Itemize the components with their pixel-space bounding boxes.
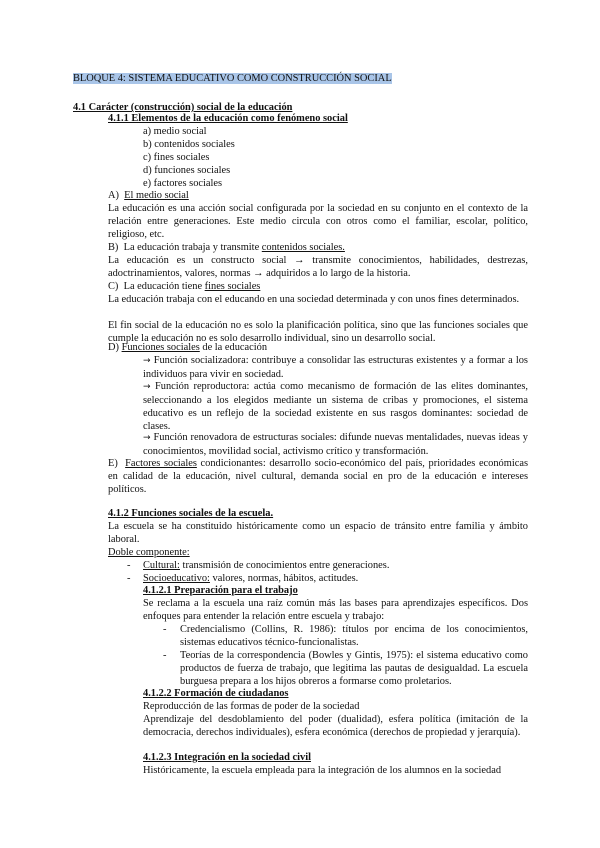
item-a-label: A) El medio social <box>108 190 189 201</box>
section-4-1-2-1-paragraph: Se reclama a la escuela una raíz común más las bases para aprendizajes específicos. Dos enfoques para entender la relación entre escuela y trabajo: <box>143 598 528 622</box>
function-item-socializadora: → Función socializadora: contribuye a consolidar las estructuras existentes y a formar a los individuos para vivir en sociedad. <box>143 355 528 380</box>
list-item: c) fines sociales <box>143 152 210 163</box>
component-cultural: Cultural: transmisión de conocimientos entre generaciones. <box>143 560 390 571</box>
section-4-1-2-2-paragraph-1: Reproducción de las formas de poder de la sociedad <box>143 701 360 712</box>
bullet-dash: - <box>127 560 131 571</box>
section-4-1-heading: 4.1 Carácter (construcción) social de la educación <box>73 102 293 113</box>
section-4-1-2-2-paragraph-2: Aprendizaje del desdoblamiento del poder (dualidad), esfera política (imitación de la democracia, derechos individuales), esfera económica (derechos de propiedad y jerarquía). <box>143 714 528 738</box>
list-item: e) factores sociales <box>143 178 223 189</box>
doble-componente-label: Doble componente: <box>108 547 190 558</box>
section-4-1-1-heading: 4.1.1 Elementos de la educación como fenómeno social <box>108 113 348 124</box>
section-4-1-2-3-heading: 4.1.2.3 Integración en la sociedad civil <box>143 752 311 763</box>
item-c-paragraph-1: La educación trabaja con el educando en una sociedad determinada y con unos fines determinados. <box>108 294 520 305</box>
item-e-paragraph: E) Factores sociales condicionantes: desarrollo socio-económico del país, prioridades económicas en calidad de la educación, nivel cultural, demanda social en pro de la educación e intereses políticos. <box>108 458 528 495</box>
function-item-renovadora: → Función renovadora de estructuras sociales: difunde nuevas mentalidades, nuevas ideas y conocimientos, movilidad social, activismo crítico y transformación. <box>143 432 528 457</box>
component-socioeducativo: Socioeducativo: valores, normas, hábitos, actitudes. <box>143 573 359 584</box>
item-b-paragraph: La educación es un constructo social → transmite conocimientos, habilidades, destrezas, adoctrinamientos, valores, normas → adquiridos a lo largo de la historia. <box>108 255 528 279</box>
item-a-paragraph: La educación es una acción social configurada por la sociedad en su conjunto en el contexto de la relación entre generaciones. Este medio circula con otros como el familiar, escolar, político, religioso, etc. <box>108 203 528 240</box>
section-4-1-2-paragraph: La escuela se ha constituido históricamente como un espacio de tránsito entre familia y ámbito laboral. <box>108 521 528 545</box>
section-4-1-2-heading: 4.1.2 Funciones sociales de la escuela. <box>108 508 274 519</box>
function-item-reproductora: → Función reproductora: actúa como mecanismo de formación de las elites dominantes, seleccionando a los elegidos mediante un sistema de cribas y promociones, el sistema educativo es un reflejo de la sociedad existente en sus rasgos dominantes: sociedad de clases. <box>143 381 528 432</box>
section-4-1-2-3-paragraph: Históricamente, la escuela empleada para la integración de los alumnos en la sociedad <box>143 765 502 776</box>
bloque-title: BLOQUE 4: SISTEMA EDUCATIVO COMO CONSTRUCCIÓN SOCIAL <box>73 73 392 84</box>
bullet-dash: - <box>163 650 167 661</box>
list-item: b) contenidos sociales <box>143 139 235 150</box>
section-4-1-2-1-heading: 4.1.2.1 Preparación para el trabajo <box>143 585 298 596</box>
arrow-icon: → <box>143 382 151 392</box>
credencialismo-item: Credencialismo (Collins, R. 1986): títulos por encima de los conocimientos, sistemas educativos técnico-funcionalistas. <box>180 624 528 648</box>
item-c-paragraph-2: El fin social de la educación no es solo la planificación política, sino que las funciones sociales que cumple la educación no es solo desarrollo individual, sino un desarrollo social. <box>108 320 528 344</box>
item-b-label: B) La educación trabaja y transmite contenidos sociales. <box>108 242 345 253</box>
bullet-dash: - <box>163 624 167 635</box>
arrow-icon: → <box>143 356 151 366</box>
section-4-1-2-2-heading: 4.1.2.2 Formación de ciudadanos <box>143 688 289 699</box>
correspondencia-item: Teorías de la correspondencia (Bowles y Gintis, 1975): el sistema educativo como productos de fuerza de trabajo, que legitima las pautas de desigualdad. La escuela burguesa prepara a los hijos obreros a formarse como proletarios. <box>180 650 528 687</box>
bullet-dash: - <box>127 573 131 584</box>
list-item: a) medio social <box>143 126 207 137</box>
arrow-icon: → <box>143 433 151 443</box>
list-item: d) funciones sociales <box>143 165 231 176</box>
item-d-label: D) Funciones sociales de la educación <box>108 342 268 353</box>
item-c-label: C) La educación tiene fines sociales <box>108 281 261 292</box>
